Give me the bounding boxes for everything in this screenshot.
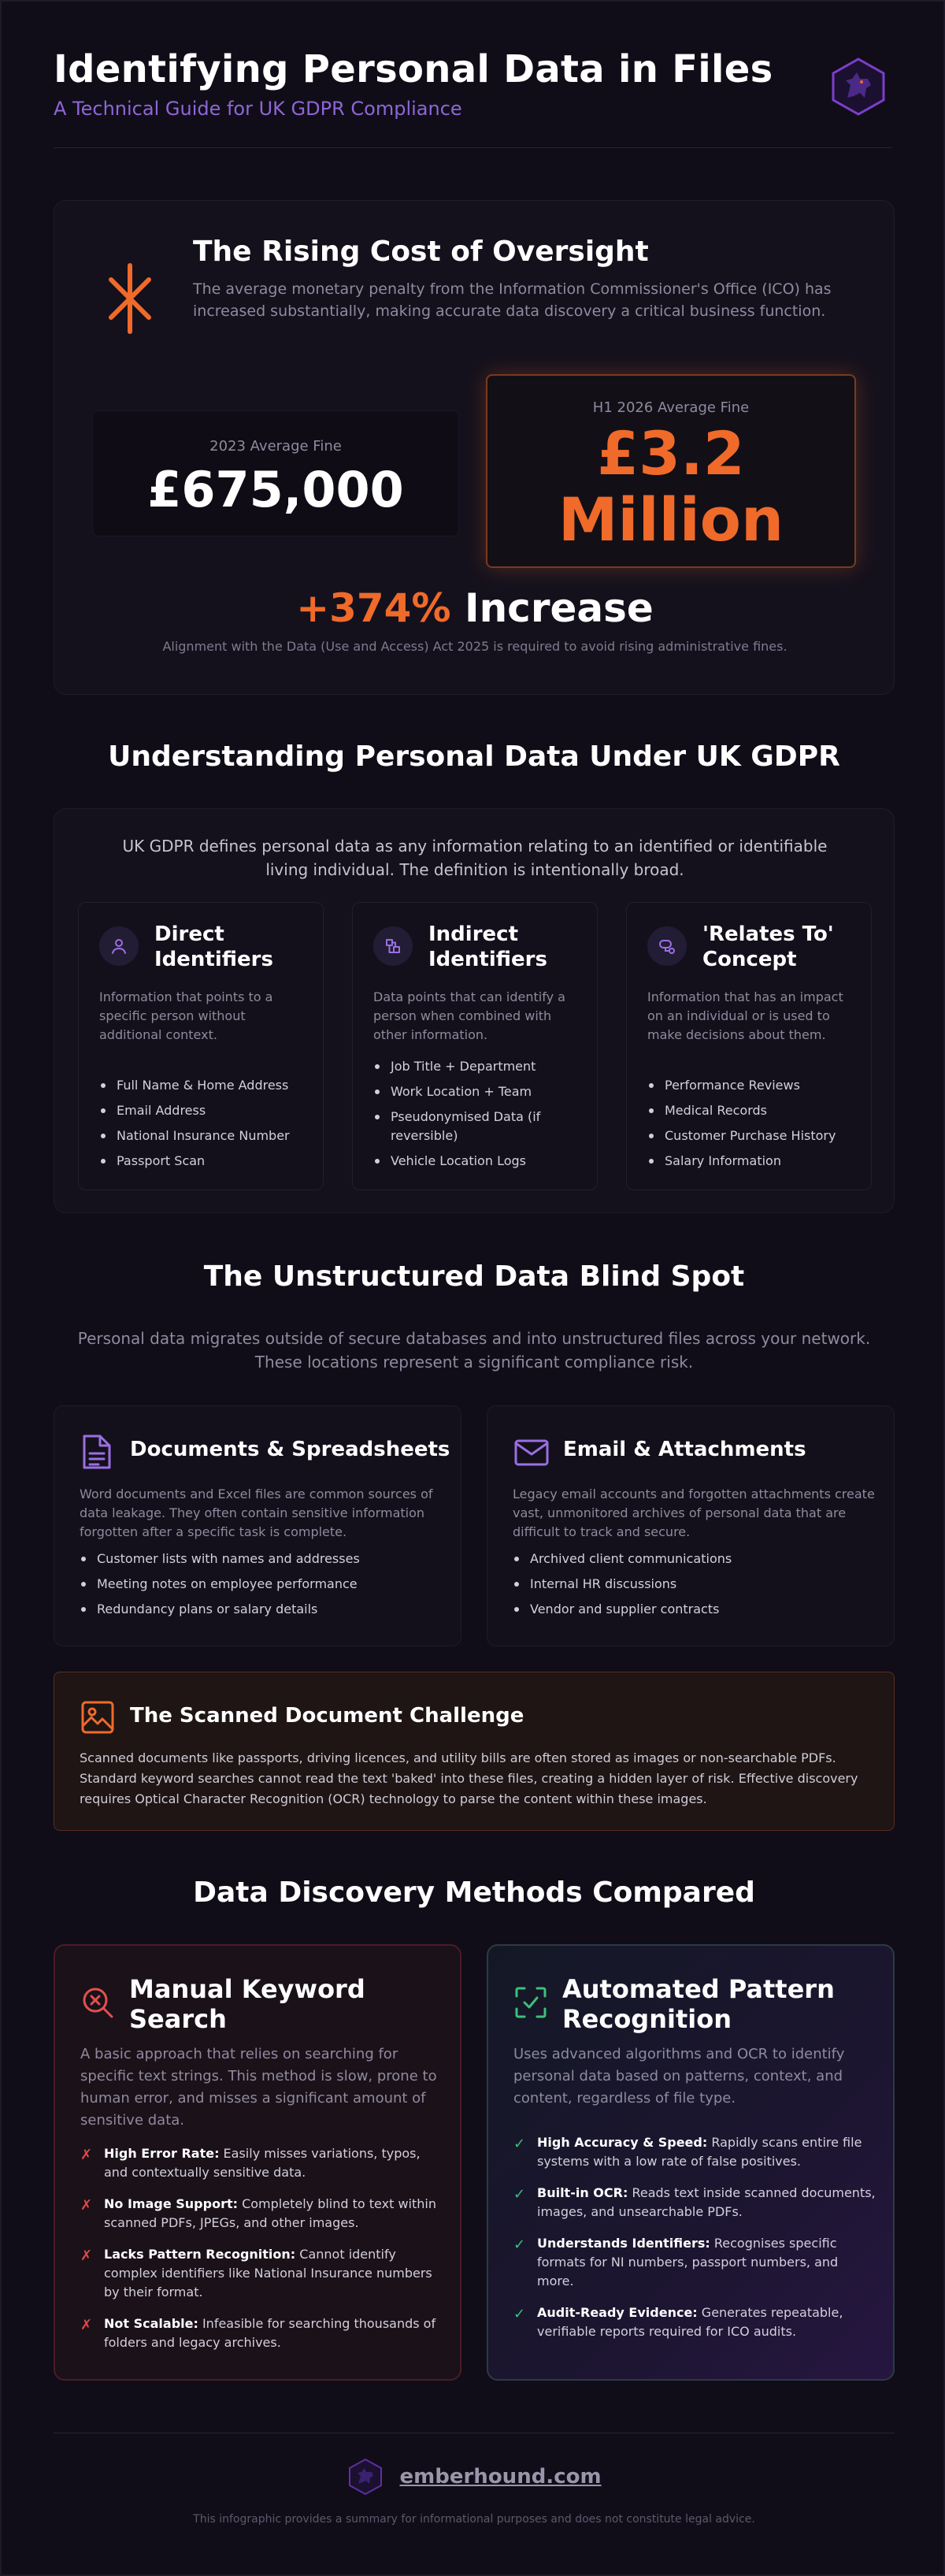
list-item: National Insurance Number (99, 1127, 309, 1145)
email-title: Email & Attachments (563, 1438, 806, 1461)
automated-recognition-list (513, 2133, 876, 2354)
automated-recognition-description: Uses advanced algorithms and OCR to identify personal data based on patterns, context, and content, regardless of file type. (513, 2046, 845, 2106)
item-text: Recognises specific formats for NI numbers, passport numbers, and more. (537, 2236, 839, 2288)
scanned-title: The Scanned Document Challenge (130, 1704, 524, 1728)
new-fine-value-line1: £3.2 (597, 418, 745, 488)
relates-to-title: 'Relates To' Concept (702, 922, 834, 971)
list-item: Meeting notes on employee performance (80, 1575, 360, 1594)
item-label: Lacks Pattern Recognition: (104, 2247, 296, 2262)
list-item (513, 2303, 876, 2341)
direct-identifiers-card (78, 902, 324, 1190)
item-text: Easily misses variations, typos, and contextually sensitive data. (104, 2146, 421, 2180)
item-label: Not Scalable: (104, 2316, 198, 2331)
list-item (80, 2314, 443, 2352)
unstructured-description: Personal data migrates outside of secure databases and into unstructured files across your network. These locations represent a significant compliance risk. (77, 1329, 871, 1372)
direct-identifiers-list (99, 1076, 309, 1177)
page-subtitle: A Technical Guide for UK GDPR Compliance (54, 98, 462, 120)
mail-icon (513, 1433, 550, 1471)
cross-icon: ✗ (80, 2147, 93, 2163)
list-item: Vendor and supplier contracts (513, 1600, 732, 1619)
image-icon (80, 1699, 116, 1735)
direct-identifiers-description: Information that points to a specific person without additional context. (99, 989, 273, 1042)
puzzle-icon (373, 926, 413, 966)
documents-description: Word documents and Excel files are common sources of data leakage. They often contain sensitive information forgotten after a specific task is complete. (80, 1487, 433, 1539)
list-item: Archived client communications (513, 1550, 732, 1568)
email-description: Legacy email accounts and forgotten attachments create vast, unmonitored archives of personal data that are difficult to track and secure. (513, 1487, 875, 1539)
relates-to-description: Information that has an impact on an individual or is used to make decisions about them. (647, 989, 843, 1042)
list-item (80, 2144, 443, 2182)
list-item (80, 2195, 443, 2233)
gdpr-intro: UK GDPR defines personal data as any information relating to an identified or identifiable living individual. The definition is intentionally broad. (122, 837, 828, 879)
item-label: High Accuracy & Speed: (537, 2135, 708, 2150)
old-fine-stat (92, 410, 459, 536)
check-icon: ✓ (513, 2236, 526, 2253)
check-icon: ✓ (513, 2306, 526, 2322)
cost-heading: The Rising Cost of Oversight (193, 236, 649, 268)
new-fine-label: H1 2026 Average Fine (592, 399, 750, 416)
cross-icon: ✗ (80, 2248, 93, 2264)
increase-word: Increase (464, 585, 654, 631)
cost-description: The average monetary penalty from the Information Commissioner's Office (ICO) has increased substantially, making accurate data discovery a critical business function. (193, 280, 832, 320)
cross-icon: ✗ (80, 2317, 93, 2333)
list-item: Redundancy plans or salary details (80, 1600, 360, 1619)
documents-card (54, 1405, 461, 1646)
manual-search-card (54, 1944, 461, 2381)
new-fine-stat (486, 374, 856, 568)
page-title: Identifying Personal Data in Files (54, 47, 773, 91)
methods-section-title: Data Discovery Methods Compared (193, 1876, 755, 1909)
item-text: Infeasible for searching thousands of folders and legacy archives. (104, 2316, 436, 2350)
old-fine-value: £675,000 (147, 461, 404, 518)
list-item (513, 2133, 876, 2171)
list-item (80, 2245, 443, 2302)
list-item: Work Location + Team (373, 1082, 583, 1101)
check-icon: ✓ (513, 2186, 526, 2203)
indirect-identifiers-card (352, 902, 598, 1190)
indirect-identifiers-list (373, 1057, 583, 1177)
check-icon: ✓ (513, 2136, 526, 2152)
scanned-description: Scanned documents like passports, driving licences, and utility bills are often stored as images or non-searchable PDFs. Standard keyword searches cannot read the text 'baked' into these files, creating a hidden layer of risk. Effective discovery requires Optical Character Recognition (OCR) technology to parse the content within these images. (80, 1750, 858, 1806)
scan-check-icon (513, 1985, 548, 2020)
link-icon (647, 926, 687, 966)
list-item: Passport Scan (99, 1152, 309, 1171)
item-text: Rapidly scans entire file systems with a low rate of false positives. (537, 2135, 862, 2169)
hound-hexagon-logo (346, 2458, 384, 2496)
manual-search-description: A basic approach that relies on searching for specific text strings. This method is slow, prone to human error, and misses a significant amount of sensitive data. (80, 2046, 437, 2129)
document-icon (80, 1433, 114, 1471)
rising-cost-section (54, 200, 895, 695)
footer-site-link[interactable]: emberhound.com (399, 2465, 602, 2489)
item-text: Completely blind to text within scanned PDFs, JPEGs, and other images. (104, 2196, 436, 2230)
item-text: Reads text inside scanned documents, images, and unsearchable PDFs. (537, 2185, 876, 2219)
indirect-identifiers-title: Indirect Identifiers (428, 922, 547, 971)
automated-recognition-card (487, 1944, 895, 2381)
gdpr-section-title: Understanding Personal Data Under UK GDPR (108, 741, 840, 773)
list-item: Internal HR discussions (513, 1575, 732, 1594)
header (54, 2, 891, 148)
list-item: Customer lists with names and addresses (80, 1550, 360, 1568)
list-item: Medical Records (647, 1101, 857, 1120)
list-item: Pseudonymised Data (if reversible) (373, 1108, 583, 1145)
unstructured-section-title: The Unstructured Data Blind Spot (203, 1260, 745, 1293)
item-label: Audit-Ready Evidence: (537, 2305, 698, 2320)
list-item: Customer Purchase History (647, 1127, 857, 1145)
cross-icon: ✗ (80, 2197, 93, 2214)
email-card (487, 1405, 895, 1646)
list-item: Vehicle Location Logs (373, 1152, 583, 1171)
list-item: Email Address (99, 1101, 309, 1120)
manual-search-list (80, 2144, 443, 2365)
list-item: Salary Information (647, 1152, 857, 1171)
asterisk-icon (105, 261, 155, 336)
item-text: Generates repeatable, verifiable reports required for ICO audits. (537, 2305, 843, 2339)
relates-to-list (647, 1076, 857, 1177)
list-item: Performance Reviews (647, 1076, 857, 1095)
item-label: High Error Rate: (104, 2146, 220, 2161)
increase-note: Alignment with the Data (Use and Access) Act 2025 is required to avoid rising administrative fines. (162, 639, 788, 654)
list-item (513, 2184, 876, 2222)
documents-list (80, 1550, 360, 1625)
list-item: Full Name & Home Address (99, 1076, 309, 1095)
increase-percent: +374% (296, 585, 451, 631)
direct-identifiers-title: Direct Identifiers (154, 922, 273, 971)
automated-recognition-title: Automated Pattern Recognition (562, 1974, 835, 2034)
gdpr-section (54, 808, 895, 1213)
old-fine-label: 2023 Average Fine (209, 438, 342, 455)
item-text: Cannot identify complex identifiers like National Insurance numbers by their format. (104, 2247, 432, 2299)
footer-disclaimer: This infographic provides a summary for informational purposes and does not constitute legal advice. (193, 2513, 755, 2526)
increase-headline (54, 585, 895, 631)
manual-search-title: Manual Keyword Search (129, 1974, 365, 2034)
scanned-document-callout (54, 1672, 895, 1831)
user-icon (99, 926, 139, 966)
new-fine-value (487, 418, 854, 555)
indirect-identifiers-description: Data points that can identify a person when combined with other information. (373, 989, 565, 1042)
list-item (513, 2234, 876, 2291)
item-label: Understands Identifiers: (537, 2236, 710, 2251)
relates-to-card (626, 902, 872, 1190)
item-label: No Image Support: (104, 2196, 238, 2211)
footer-brand (2, 2458, 945, 2496)
hound-hexagon-logo (828, 57, 888, 117)
item-label: Built-in OCR: (537, 2185, 628, 2200)
new-fine-value-line2: Million (558, 484, 784, 555)
list-item: Job Title + Department (373, 1057, 583, 1076)
documents-title: Documents & Spreadsheets (130, 1438, 450, 1461)
email-list (513, 1550, 732, 1625)
search-x-icon (80, 1985, 115, 2020)
